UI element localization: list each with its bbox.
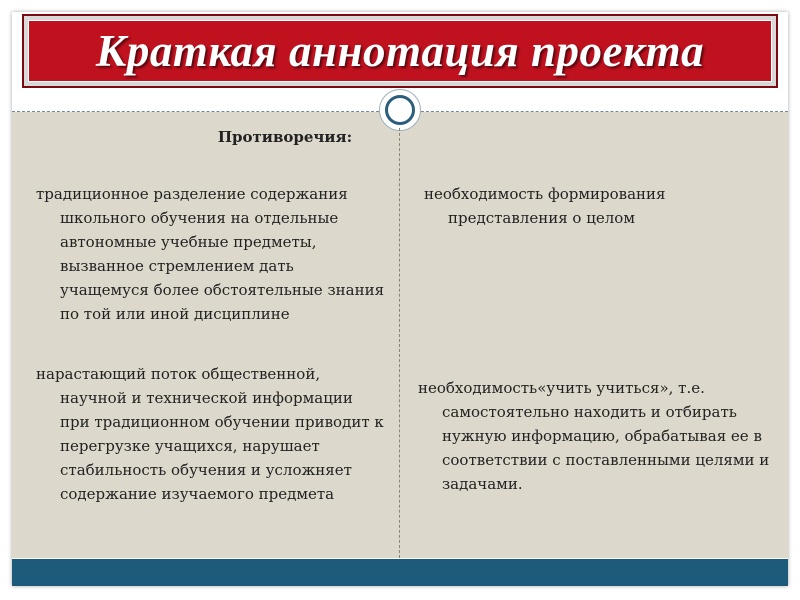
contradictions-heading: Противоречия: — [217, 128, 353, 146]
slide-title: Краткая аннотация проекта — [95, 26, 705, 76]
right-item-1: необходимость формирования представления о целом — [424, 185, 666, 227]
footer-bar — [12, 559, 788, 586]
circle-ornament-icon — [379, 89, 421, 131]
column-divider — [399, 128, 400, 558]
left-item-2: нарастающий поток общественной, научной и технической информации при традиционном обучении приводит к перегрузке учащихся, нарушает стабильность обучения и усложняет содержание изучаемого предмета — [36, 365, 384, 503]
title-banner — [22, 14, 778, 88]
right-item-2: необходимость«учить учиться», т.е. самостоятельно находить и отбирать нужную информацию, обрабатывая ее в соответствии с поставленными целями и задачами. — [418, 379, 770, 493]
left-item-1: традиционное разделение содержания школьного обучения на отдельные автономные учебные предметы, вызванное стремлением дать учащемуся более обстоятельные знания по той или иной дисциплине — [36, 185, 385, 323]
